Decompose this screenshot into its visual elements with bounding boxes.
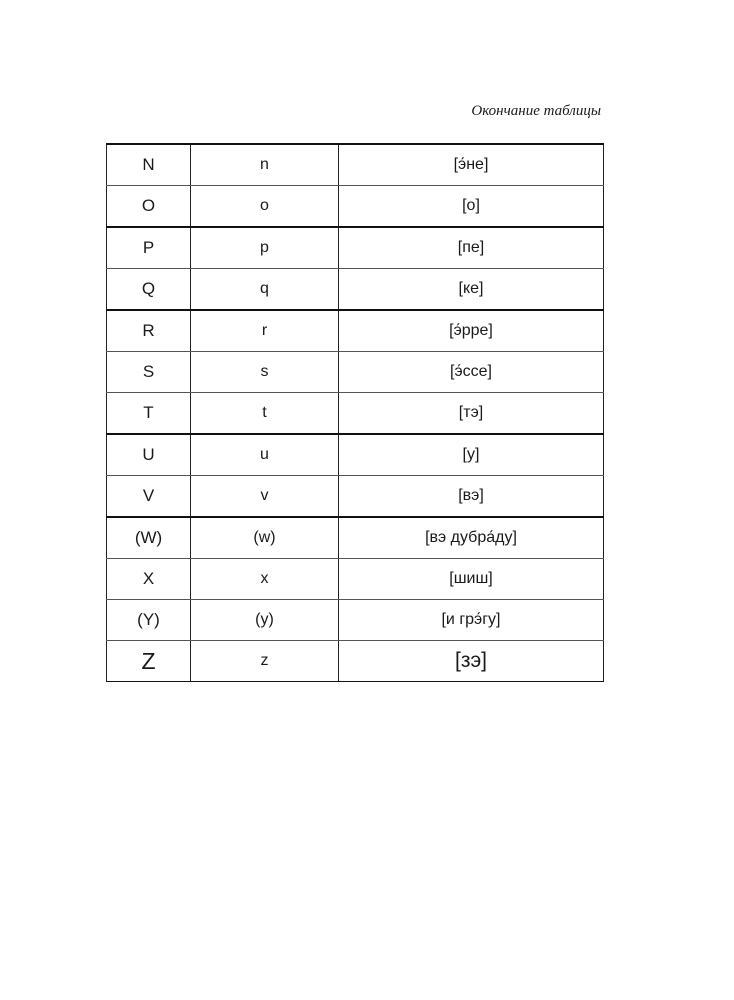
table-row — [107, 186, 604, 228]
lowercase-letter: u — [191, 434, 339, 476]
table-row — [107, 600, 604, 641]
table-row — [107, 227, 604, 269]
table-row — [107, 641, 604, 682]
uppercase-letter: S — [107, 352, 191, 393]
uppercase-letter: P — [107, 227, 191, 269]
alphabet-table — [106, 143, 604, 682]
table-caption: Окончание таблицы — [471, 103, 601, 119]
lowercase-letter: (y) — [191, 600, 339, 641]
uppercase-letter: (Y) — [107, 600, 191, 641]
pronunciation: [э́рре] — [339, 310, 604, 352]
uppercase-letter: T — [107, 393, 191, 435]
pronunciation: [о] — [339, 186, 604, 228]
lowercase-letter: n — [191, 144, 339, 186]
table-row — [107, 269, 604, 311]
table-row — [107, 434, 604, 476]
uppercase-letter: (W) — [107, 517, 191, 559]
pronunciation: [э́не] — [339, 144, 604, 186]
lowercase-letter: p — [191, 227, 339, 269]
lowercase-letter: o — [191, 186, 339, 228]
pronunciation: [у] — [339, 434, 604, 476]
lowercase-letter: z — [191, 641, 339, 682]
table-row — [107, 517, 604, 559]
table-row — [107, 559, 604, 600]
uppercase-letter: Q — [107, 269, 191, 311]
lowercase-letter: r — [191, 310, 339, 352]
table-row — [107, 352, 604, 393]
lowercase-letter: v — [191, 476, 339, 518]
uppercase-letter: Z — [107, 641, 191, 682]
table-row — [107, 144, 604, 186]
pronunciation: [вэ] — [339, 476, 604, 518]
uppercase-letter: V — [107, 476, 191, 518]
pronunciation: [и грэ́гу] — [339, 600, 604, 641]
pronunciation: [ке] — [339, 269, 604, 311]
uppercase-letter: U — [107, 434, 191, 476]
pronunciation: [зэ] — [339, 641, 604, 682]
uppercase-letter: N — [107, 144, 191, 186]
table-row — [107, 476, 604, 518]
uppercase-letter: X — [107, 559, 191, 600]
lowercase-letter: s — [191, 352, 339, 393]
pronunciation: [э́ссе] — [339, 352, 604, 393]
table-row — [107, 310, 604, 352]
lowercase-letter: x — [191, 559, 339, 600]
lowercase-letter: (w) — [191, 517, 339, 559]
lowercase-letter: q — [191, 269, 339, 311]
uppercase-letter: O — [107, 186, 191, 228]
pronunciation: [пе] — [339, 227, 604, 269]
pronunciation: [вэ дубра́ду] — [339, 517, 604, 559]
pronunciation: [шиш] — [339, 559, 604, 600]
pronunciation: [тэ] — [339, 393, 604, 435]
table-row — [107, 393, 604, 435]
uppercase-letter: R — [107, 310, 191, 352]
lowercase-letter: t — [191, 393, 339, 435]
